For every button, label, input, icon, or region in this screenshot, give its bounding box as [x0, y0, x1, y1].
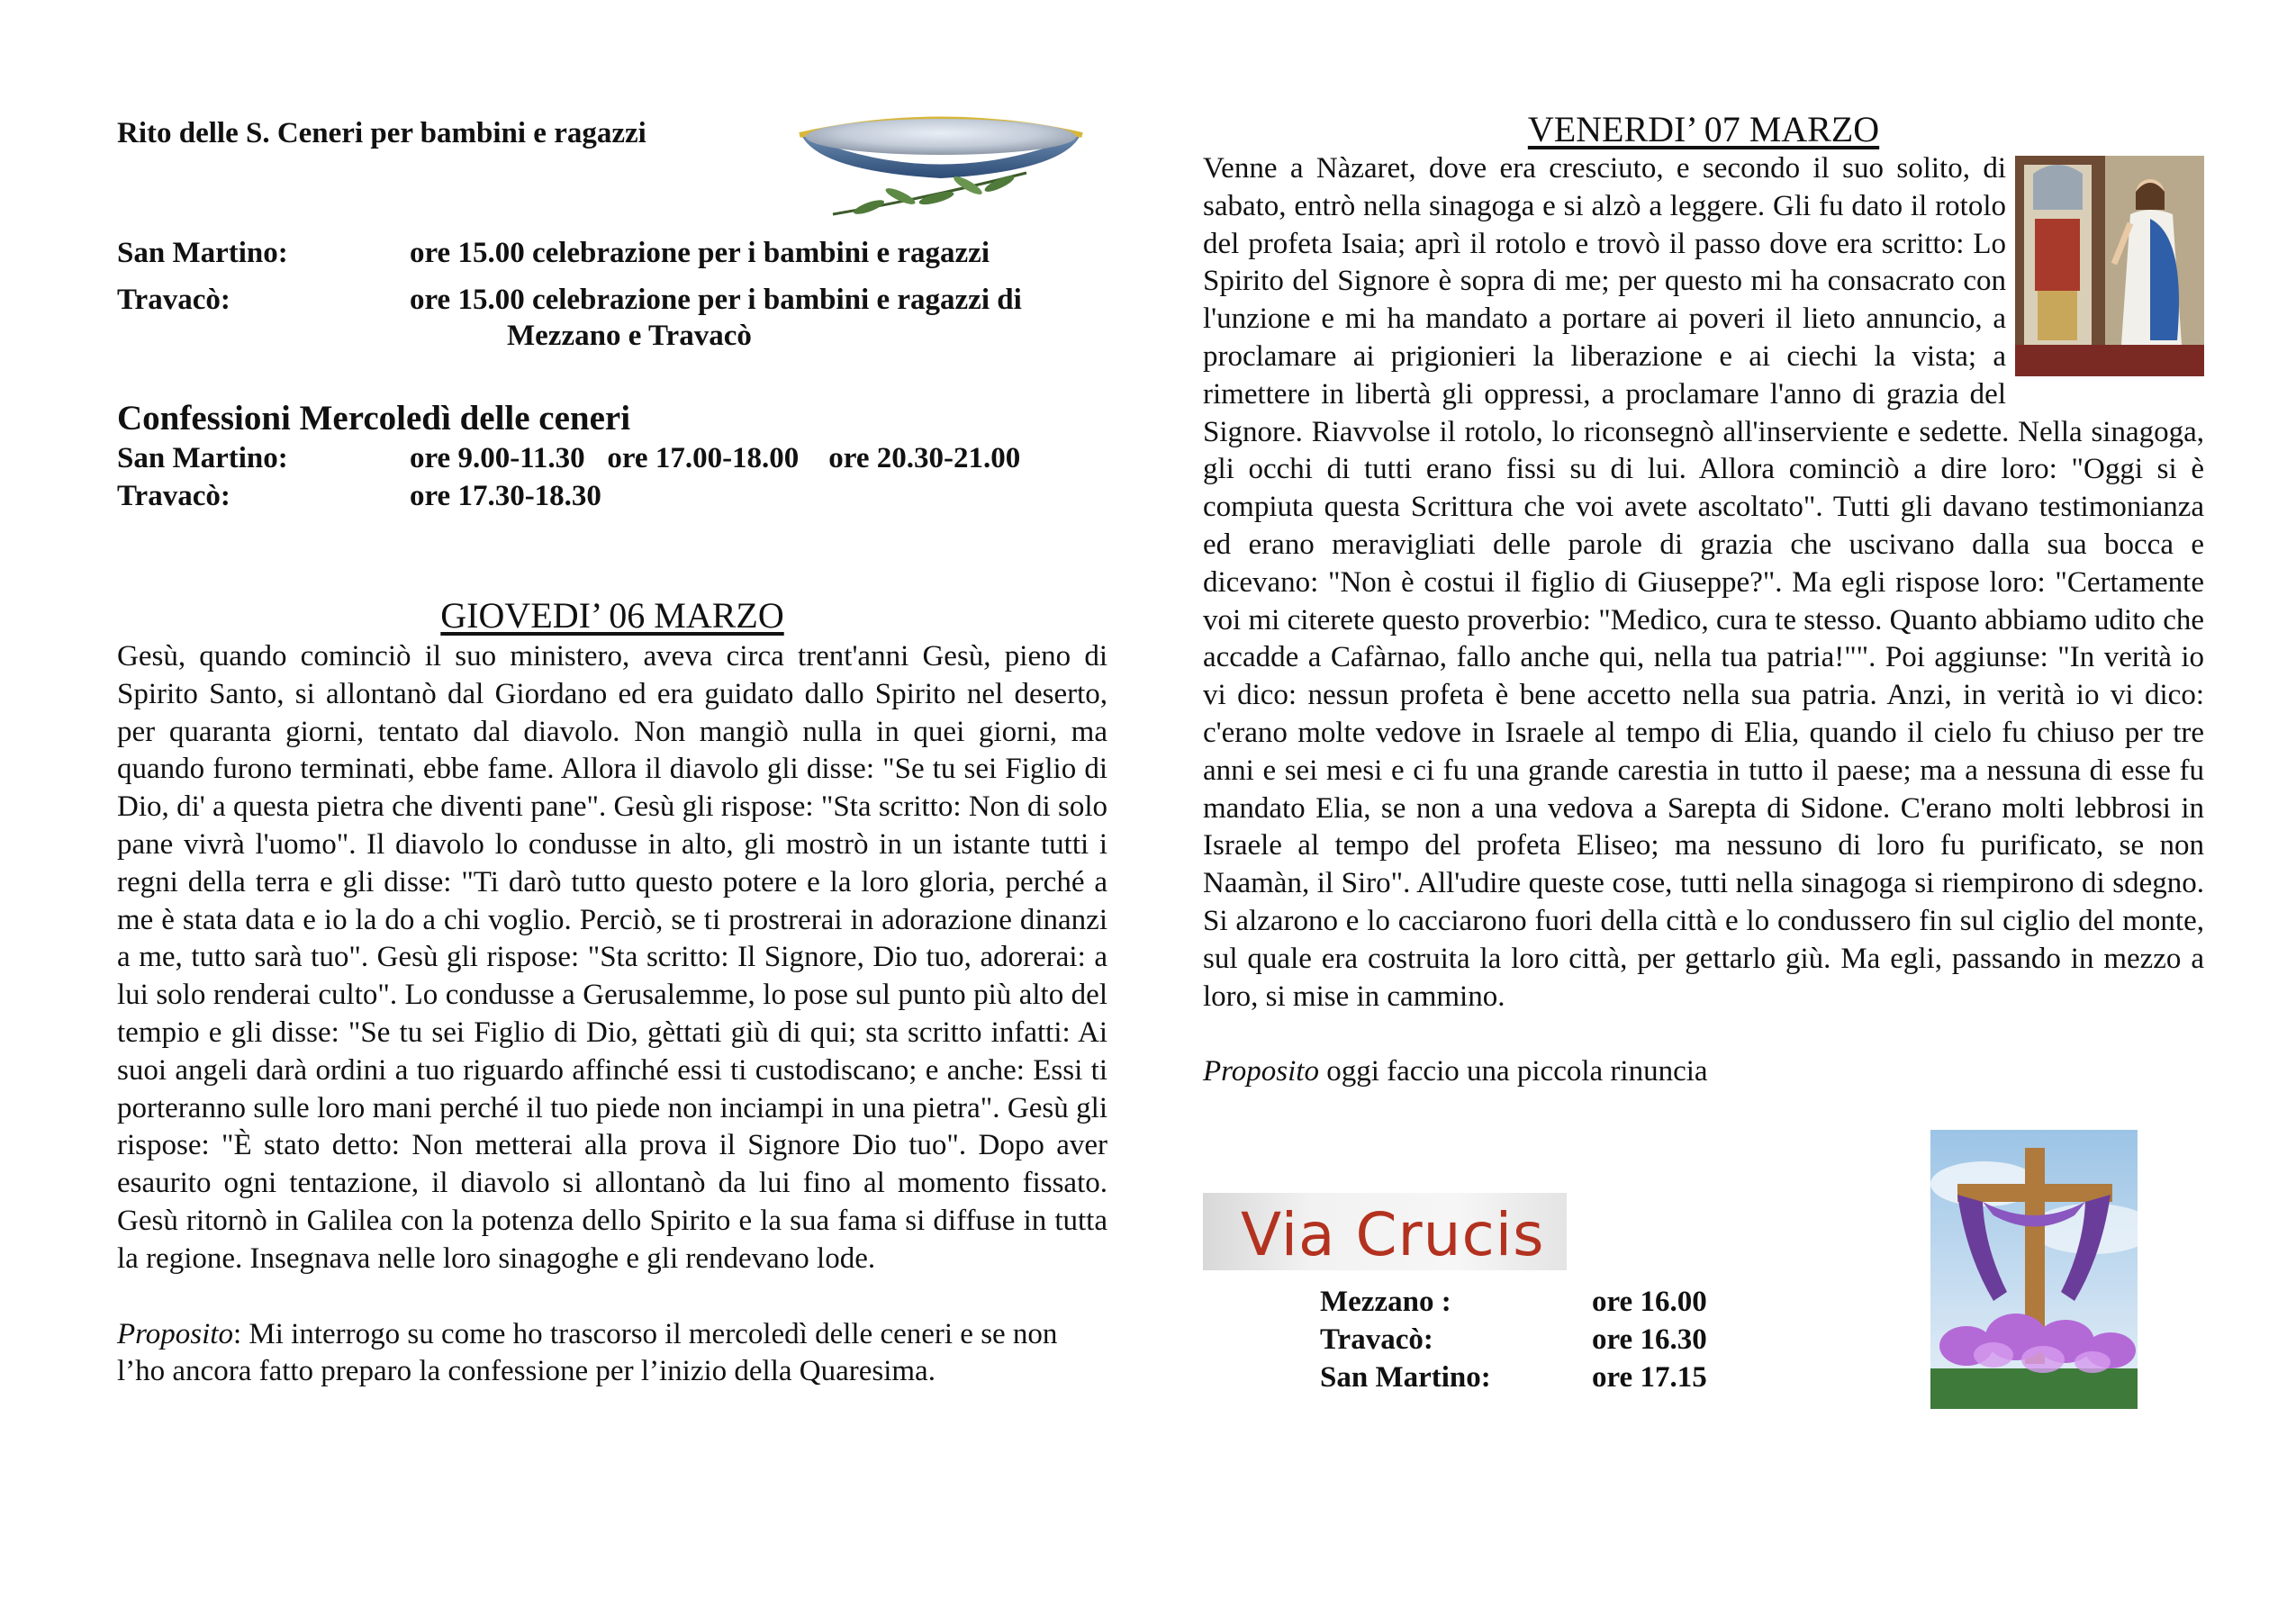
venerdi-section	[1203, 150, 2204, 1091]
schedule-row	[117, 477, 1107, 515]
schedule-place: San Martino:	[1320, 1361, 1491, 1394]
confessioni-title: Confessioni Mercoledì delle ceneri	[117, 399, 631, 438]
schedule-row	[117, 281, 1107, 357]
jesus-synagogue-image	[2015, 156, 2204, 376]
schedule-row	[1320, 1321, 1860, 1359]
schedule-time: ore 15.00 celebrazione per i bambini e ragazzi di	[410, 284, 1022, 316]
schedule-row	[117, 439, 1107, 477]
schedule-row	[1320, 1283, 1860, 1321]
schedule-place: Travacò:	[117, 284, 231, 316]
rito-ceneri-title: Rito delle S. Ceneri per bambini e ragazzi	[117, 117, 646, 149]
schedule-time: ore 17.30-18.30	[410, 480, 601, 512]
schedule-place: Mezzano :	[1320, 1286, 1451, 1318]
schedule-time: ore 15.00 celebrazione per i bambini e ragazzi	[410, 237, 990, 269]
schedule-time: ore 16.00	[1592, 1286, 1707, 1318]
giovedi-section	[117, 594, 1107, 1391]
proposito-label: Proposito	[1203, 1055, 1319, 1088]
schedule-place: Travacò:	[117, 480, 231, 512]
day-heading: VENERDI’ 07 MARZO	[1527, 109, 1880, 149]
ashes-bowl-image	[792, 108, 1089, 225]
proposito	[1203, 1053, 2204, 1091]
cross-with-purple-cloth-image	[1930, 1130, 2138, 1409]
proposito-text: : Mi interrogo su come ho trascorso il mercoledì delle ceneri e se non l’ho ancora fatto preparo la confessione per l’inizio della Quaresima.	[117, 1317, 1058, 1388]
confessioni-schedule	[117, 439, 1107, 520]
via-crucis-schedule	[1320, 1283, 1860, 1396]
schedule-row	[117, 234, 1107, 272]
schedule-place: Travacò:	[1320, 1323, 1433, 1356]
schedule-place: San Martino:	[117, 442, 288, 474]
schedule-row	[1320, 1359, 1860, 1396]
schedule-time: ore 16.30	[1592, 1323, 1707, 1356]
rito-schedule	[117, 234, 1107, 351]
proposito-text: oggi faccio una piccola rinuncia	[1318, 1055, 1708, 1088]
schedule-time: ore 17.15	[1592, 1361, 1707, 1394]
day-heading: GIOVEDI’ 06 MARZO	[440, 595, 784, 636]
schedule-time: ore 9.00-11.30 ore 17.00-18.00 ore 20.30-21.00	[410, 442, 1021, 474]
right-column	[1203, 108, 2211, 1394]
gospel-text: Gesù, quando cominciò il suo ministero, aveva circa trent'anni Gesù, pieno di Spirito Santo, si allontanò dal Giordano ed era guidato dallo Spirito nel deserto, per quaranta giorni, tentato dal diavolo. Non mangiò nulla in quei giorni, ma quando furono terminati, ebbe fame. Allora il diavolo gli disse: "Se tu sei Figlio di Dio, di' a questa pietra che diventi pane". Gesù gli rispose: "Sta scritto: Non di solo pane vivrà l'uomo". Il diavolo lo condusse in alto, gli mostrò in un istante tutti i regni della terra e gli disse: "Ti darò tutto questo potere e la loro gloria, perché a me è stata data e io la do a chi voglio. Perciò, se ti prostrerai in adorazione dinanzi a me, tutto sarà tuo". Gesù gli rispose: "Sta scritto: Il Signore, Dio tuo, adorerai: a lui solo renderai culto". Lo condusse a Gerusalemme, lo pose sul punto più alto del tempio e gli disse: "Se tu sei Figlio di Dio, gèttati giù di qui; sta scritto infatti: Ai suoi angeli darà ordini a tuo riguardo affinché essi ti custodiscano; e anche: Essi ti porteranno sulle loro mani perché il tuo piede non inciampi in una pietra". Gesù gli rispose: "È stato detto: Non metterai alla prova il Signore Dio tuo". Dopo aver esaurito ogni tentazione, il diavolo si allontanò da lui fino al momento fissato. Gesù ritornò in Galilea con la potenza dello Spirito e la sua fama si diffuse in tutta la regione. Insegnava nelle loro sinagoghe e gli rendevano lode.	[117, 640, 1107, 1275]
schedule-time-cont: Mezzano e Travacò	[507, 320, 752, 352]
proposito	[117, 1316, 1107, 1392]
gospel-text: Venne a Nàzaret, dove era cresciuto, e secondo il suo solito, di sabato, entrò nella sinagoga e si alzò a leggere. Gli fu dato il rotolo del profeta Isaia; aprì il rotolo e trovò il passo dove era scritto: Lo Spirito del Signore è sopra di me; per questo mi ha consacrato con l'unzione e mi ha mandato a portare ai poveri il lieto annuncio, a proclamare ai prigionieri la liberazione e ai ciechi la vista; a rimettere in libertà gli oppressi, a proclamare l'anno di grazia del Signore. Riavvolse il rotolo, lo riconsegnò all'inserviente e sedette. Nella sinagoga, gli occhi di tutti erano fissi su di lui. Allora cominciò a dire loro: "Oggi si è compiuta questa Scrittura che voi avete ascoltato". Tutti gli davano testimonianza ed erano meravigliati delle parole di grazia che uscivano dalla sua bocca e dicevano: "Non è costui il figlio di Giuseppe?". Ma egli rispose loro: "Certamente voi mi citerete questo proverbio: "Medico, cura te stesso. Quanto abbiamo udito che accadde a Cafàrnao, fallo anche qui, nella tua patria!"". Poi aggiunse: "In verità io vi dico: nessun profeta è bene accetto nella sua patria. Anzi, in verità io vi dico: c'erano molte vedove in Israele al tempo di Elia, quando il cielo fu chiuso per tre anni e sei mesi e ci fu una grande carestia in tutto il paese; ma a nessuna di esse fu mandato Elia, se non a una vedova a Sarepta di Sidone. C'erano molti lebbrosi in Israele al tempo del profeta Eliseo; ma nessuno di loro fu purificato, se non Naamàn, il Siro". All'udire queste cose, tutti nella sinagoga si riempirono di sdegno. Si alzarono e lo cacciarono fuori della città e lo condussero fin sul ciglio del monte, sul quale era costruita la loro città, per gettarlo giù. Ma egli, passando in mezzo a loro, si mise in cammino.	[1203, 152, 2204, 1013]
via-crucis-title: Via Crucis	[1241, 1200, 1545, 1269]
schedule-place: San Martino:	[117, 237, 288, 269]
proposito-label: Proposito	[117, 1317, 233, 1350]
via-crucis-banner	[1203, 1193, 1567, 1270]
